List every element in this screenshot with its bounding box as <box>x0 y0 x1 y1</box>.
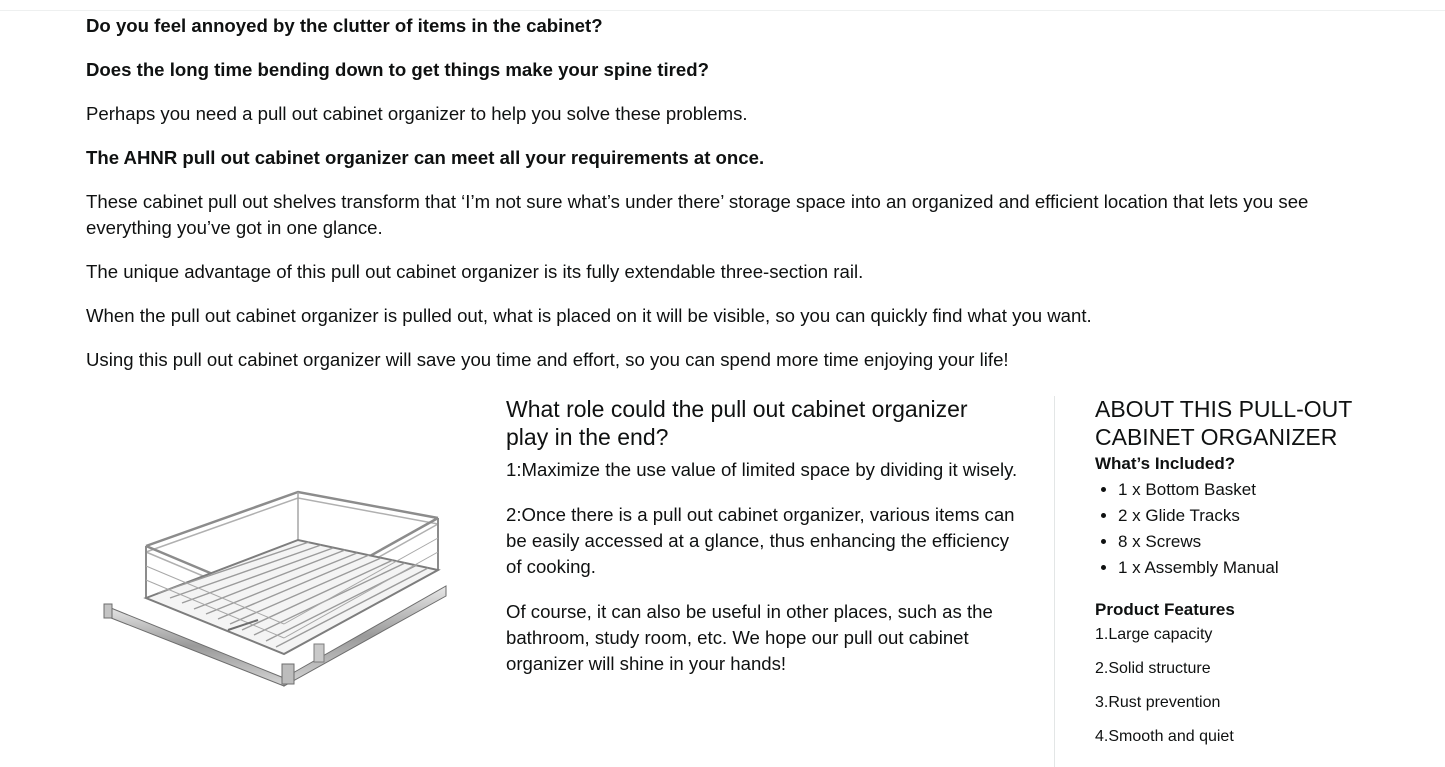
intro-question-clutter: Do you feel annoyed by the clutter of items in the cabinet? <box>86 15 603 36</box>
intro-paragraph: Perhaps you need a pull out cabinet organizer to help you solve these problems. <box>86 103 748 124</box>
list-item: • 1 x Bottom Basket <box>1118 477 1395 503</box>
intro-question-bending: Does the long time bending down to get things make your spine tired? <box>86 59 709 80</box>
benefit-paragraph: 1:Maximize the use value of limited space by dividing it wisely. <box>506 459 1018 480</box>
feature-item: 1.Large capacity <box>1095 626 1213 643</box>
feature-item: 3.Rust prevention <box>1095 694 1221 711</box>
benefit-paragraph: 2:Once there is a pull out cabinet organizer, various items can be easily accessed at a glance, thus enhancing the efficiency of cooking. <box>506 504 1015 577</box>
benefit-paragraph: Of course, it can also be useful in other places, such as the bathroom, study room, etc. We hope our pull out cabinet organizer will shine in your hands! <box>506 601 993 674</box>
product-details-sidebar <box>1095 395 1395 759</box>
included-items-list <box>1095 477 1395 581</box>
product-description-intro <box>86 13 1346 391</box>
list-item: • 8 x Screws <box>1118 529 1395 555</box>
product-features-title: Product Features <box>1095 600 1235 619</box>
list-item: • 1 x Assembly Manual <box>1118 555 1395 581</box>
column-divider <box>1054 396 1055 767</box>
intro-statement-requirements: The AHNR pull out cabinet organizer can meet all your requirements at once. <box>86 147 765 168</box>
wire-basket-drawer-image <box>98 478 454 692</box>
whats-included-title: What’s Included? <box>1095 454 1236 473</box>
intro-paragraph: When the pull out cabinet organizer is pulled out, what is placed on it will be visible, so you can quickly find what you want. <box>86 305 1092 326</box>
feature-item: 2.Solid structure <box>1095 660 1211 677</box>
list-item: • 2 x Glide Tracks <box>1118 503 1395 529</box>
product-benefits-section <box>506 395 1026 696</box>
intro-paragraph: Using this pull out cabinet organizer will save you time and effort, so you can spend more time enjoying your life! <box>86 349 1009 370</box>
intro-paragraph: The unique advantage of this pull out cabinet organizer is its fully extendable three-section rail. <box>86 261 864 282</box>
feature-item: 4.Smooth and quiet <box>1095 728 1234 745</box>
top-divider <box>0 0 1445 11</box>
sidebar-heading: ABOUT THIS PULL-OUT CABINET ORGANIZER <box>1095 396 1352 450</box>
intro-paragraph: These cabinet pull out shelves transform that ‘I’m not sure what’s under there’ storage space into an organized and efficient location that lets you see everything you’ve got in one glance. <box>86 191 1309 238</box>
benefits-heading: What role could the pull out cabinet organizer play in the end? <box>506 396 968 450</box>
